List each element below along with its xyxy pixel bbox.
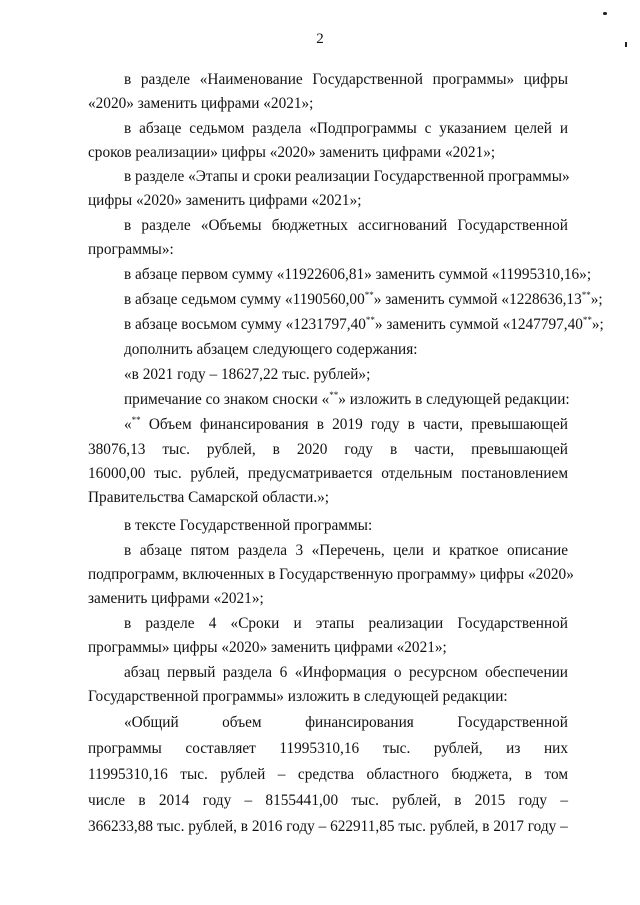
- text-line: в абзаце первом сумму «11922606,81» заменить суммой «11995310,16»;: [124, 266, 592, 283]
- text-fragment: »;: [590, 291, 603, 308]
- text-line: [124, 315, 604, 335]
- text-line: программы» цифры «2020» заменить цифрами «2021»;: [88, 639, 447, 656]
- text-line: Правительства Самарской области.»;: [88, 489, 330, 506]
- text-line: «в 2021 году – 18627,22 тыс. рублей»;: [124, 366, 371, 383]
- text-line: в разделе 4 «Сроки и этапы реализации Государственной: [124, 615, 568, 632]
- text-fragment: Объем финансирования в 2019 году в части, превышающей: [140, 416, 568, 433]
- scan-speck: [603, 12, 607, 15]
- text-line: [124, 390, 568, 410]
- footnote-mark: **: [131, 415, 141, 425]
- text-line: «2020» заменить цифрами «2021»;: [88, 95, 314, 112]
- text-line: «Общий объем финансирования Государственной: [124, 714, 568, 731]
- footnote-mark: **: [364, 290, 374, 300]
- footnote-mark: **: [582, 315, 592, 325]
- text-line: 16000,00 тыс. рублей, предусматривается отдельным постановлением: [88, 465, 568, 482]
- text-line: [124, 415, 568, 435]
- page-number: 2: [316, 31, 324, 47]
- text-line: в абзаце седьмом раздела «Подпрограммы с указанием целей и: [124, 120, 568, 137]
- text-line: программы составляет 11995310,16 тыс. рублей, из них: [88, 740, 568, 757]
- text-line: абзац первый раздела 6 «Информация о ресурсном обеспечении: [124, 664, 568, 681]
- text-fragment: в абзаце восьмом сумму «1231797,40: [124, 316, 366, 333]
- text-fragment: »;: [591, 316, 604, 333]
- text-line: 366233,88 тыс. рублей, в 2016 году – 622911,85 тыс. рублей, в 2017 году –: [88, 818, 568, 835]
- footnote-mark: **: [329, 390, 339, 400]
- text-line: в разделе «Объемы бюджетных ассигнований Государственной: [124, 217, 568, 234]
- text-fragment: » изложить в следующей редакции:: [338, 391, 570, 408]
- text-line: Государственной программы» изложить в следующей редакции:: [88, 688, 508, 705]
- text-line: в разделе «Наименование Государственной программы» цифры: [124, 71, 568, 88]
- text-fragment: «: [124, 416, 132, 433]
- text-fragment: примечание со знаком сноски «: [124, 391, 330, 408]
- text-line: программы»:: [88, 241, 174, 258]
- text-line: 38076,13 тыс. рублей, в 2020 году в части, превышающей: [88, 441, 568, 458]
- footnote-mark: **: [581, 290, 591, 300]
- text-line: числе в 2014 году – 8155441,00 тыс. рублей, в 2015 году –: [88, 792, 568, 809]
- text-line: дополнить абзацем следующего содержания:: [124, 341, 418, 358]
- text-line: заменить цифрами «2021»;: [88, 590, 264, 607]
- text-fragment: в абзаце седьмом сумму «1190560,00: [124, 291, 365, 308]
- text-line: в разделе «Этапы и сроки реализации Государственной программы»: [124, 168, 570, 185]
- text-line: [124, 290, 603, 310]
- text-line: цифры «2020» заменить цифрами «2021»;: [88, 192, 362, 209]
- text-line: сроков реализации» цифры «2020» заменить цифрами «2021»;: [88, 144, 496, 161]
- text-line: 11995310,16 тыс. рублей – средства областного бюджета, в том: [88, 766, 568, 783]
- text-line: в тексте Государственной программы:: [124, 517, 373, 534]
- text-line: в абзаце пятом раздела 3 «Перечень, цели и краткое описание: [124, 542, 568, 559]
- footnote-mark: **: [365, 315, 375, 325]
- text-fragment: » заменить суммой «1228636,13: [373, 291, 582, 308]
- text-line: подпрограмм, включенных в Государственную программу» цифры «2020»: [88, 566, 574, 583]
- text-fragment: » заменить суммой «1247797,40: [374, 316, 583, 333]
